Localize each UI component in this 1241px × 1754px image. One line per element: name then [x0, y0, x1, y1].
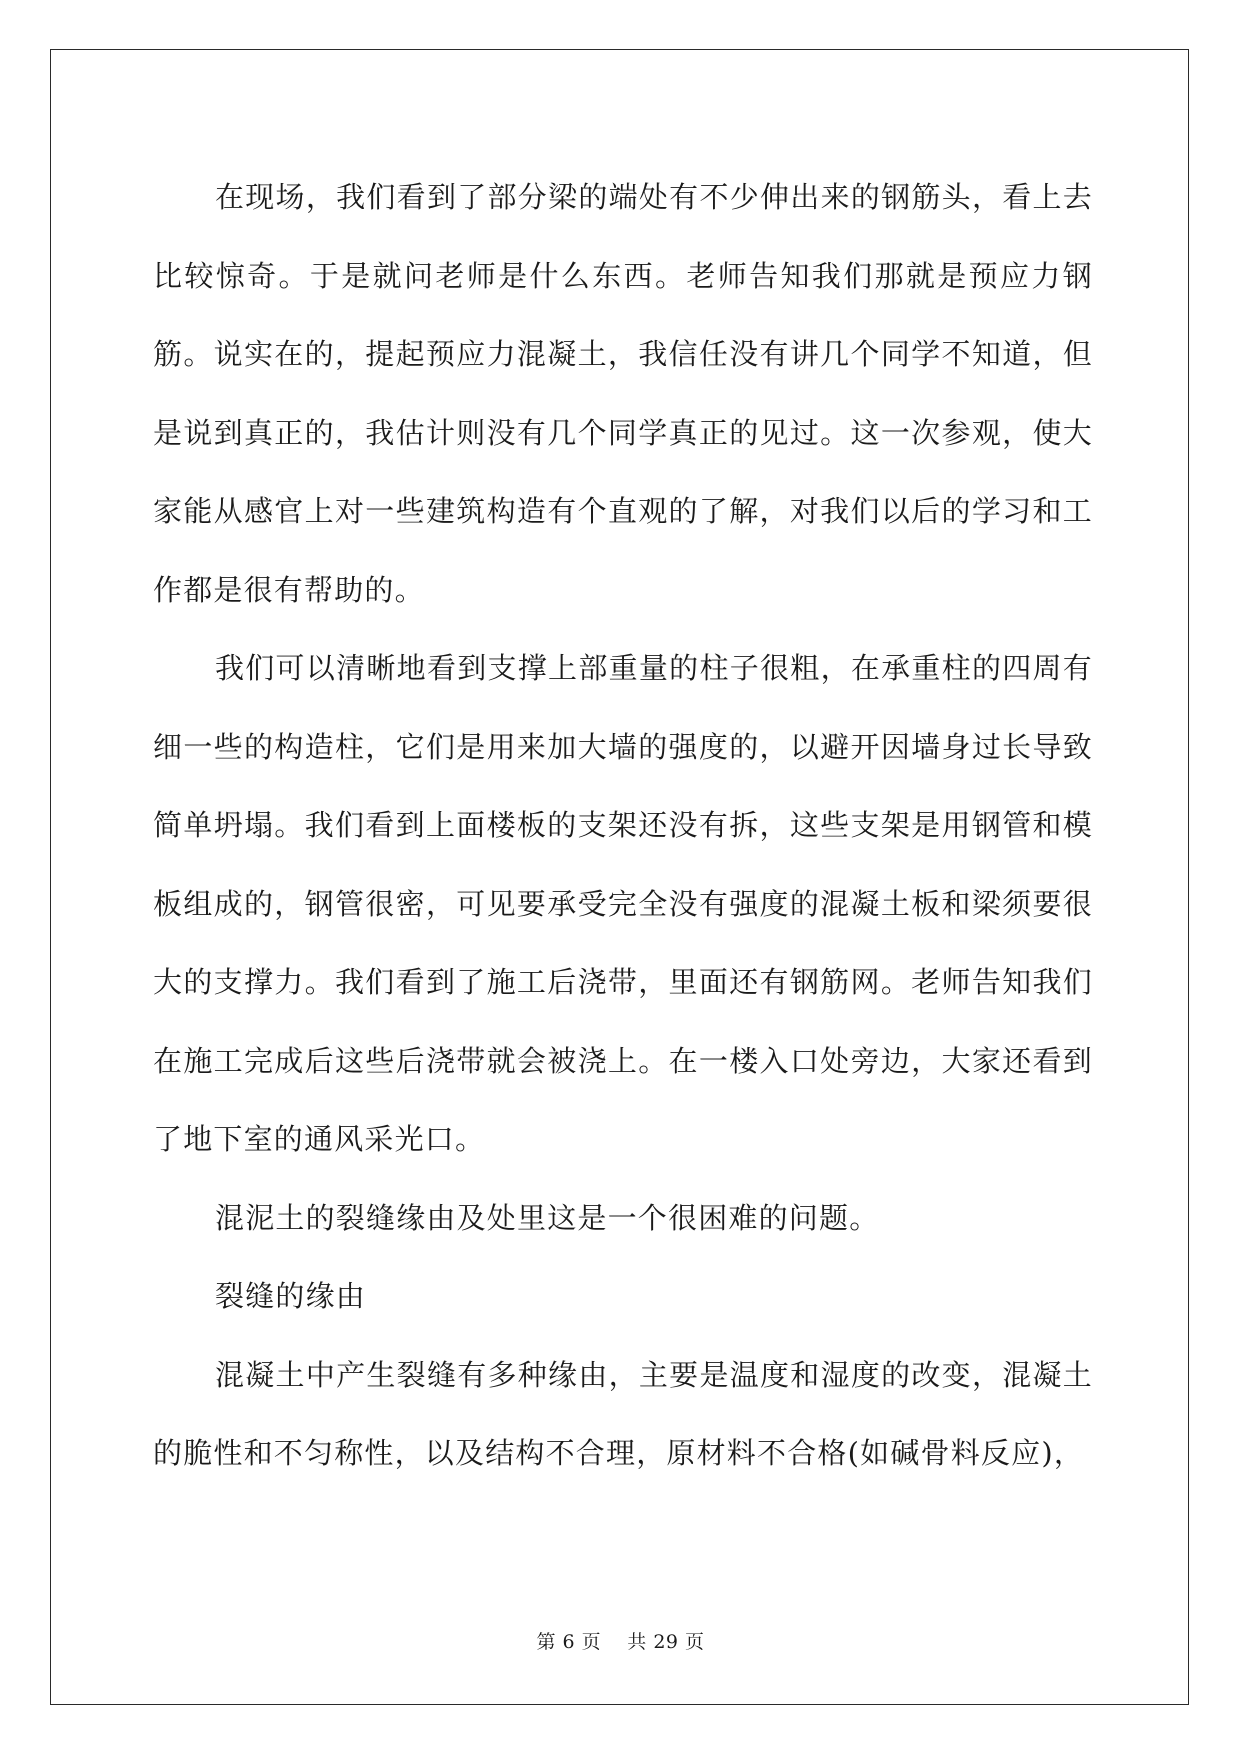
paragraph-3: 混泥土的裂缝缘由及处里这是一个很困难的问题。 [215, 1200, 880, 1235]
page-footer [0, 1627, 1241, 1654]
paragraph-2: 我们可以清晰地看到支撑上部重量的柱子很粗，在承重柱的四周有细一些的构造柱，它们是用来加大墙的强度的，以避开因墙身过长导致简单坍塌。我们看到上面楼板的支架还没有拆，这些支架是用钢管和模板组成的，钢管很密，可见要承受完全没有强度的混凝土板和梁须要很大的支撑力。我们看到了施工后浇带，里面还有钢筋网。老师告知我们在施工完成后这些后浇带就会被浇上。在一楼入口处旁边，大家还看到了地下室的通风采光口。 [153, 651, 1093, 1156]
paragraph-5: 混凝土中产生裂缝有多种缘由，主要是温度和湿度的改变，混凝土的脆性和不匀称性，以及结构不合理，原材料不合格(如碱骨料反应)， [153, 1357, 1093, 1470]
document-body [153, 158, 1093, 1493]
paragraph-4-heading: 裂缝的缘由 [215, 1279, 367, 1313]
page-number: 第 6 页 [536, 1631, 602, 1653]
paragraph-1: 在现场，我们看到了部分梁的端处有不少伸出来的钢筋头，看上去比较惊奇。于是就问老师是什么东西。老师告知我们那就是预应力钢筋。说实在的，提起预应力混凝土，我信任没有讲几个同学不知道，但是说到真正的，我估计则没有几个同学真正的见过。这一次参观，使大家能从感官上对一些建筑构造有个直观的了解，对我们以后的学习和工作都是很有帮助的。 [153, 180, 1093, 607]
page-total: 共 29 页 [627, 1631, 705, 1653]
